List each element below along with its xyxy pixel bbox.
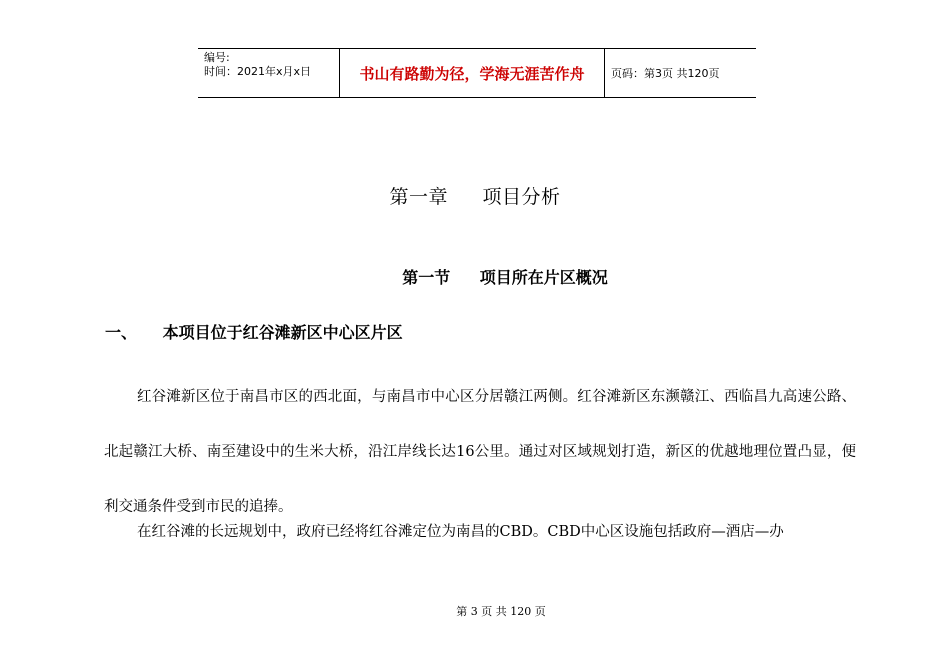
section-heading <box>0 265 950 288</box>
subsection-heading <box>105 320 403 343</box>
subsection-number: 一、 <box>105 323 138 342</box>
chapter-heading <box>0 182 950 209</box>
body-paragraph-1: 红谷滩新区位于南昌市区的西北面，与南昌市中心区分居赣江两侧。红谷滩新区东濒赣江、西临昌九高速公路、北起赣江大桥、南至建设中的生米大桥，沿江岸线长达16公里。通过对区域规划打造，新区的优越地理位置凸显，便利交通条件受到市民的追捧。 <box>104 389 856 515</box>
section-number: 第一节 <box>402 268 451 287</box>
body-paragraph-2: 在红谷滩的长远规划中，政府已经将红谷滩定位为南昌的CBD。CBD中心区设施包括政府—酒店—办 <box>137 524 784 540</box>
header-motto: 书山有路勤为径，学海无涯苦作舟 <box>340 49 605 97</box>
time-label: 时间：2021年x月x日 <box>204 65 312 78</box>
section-title: 项目所在片区概况 <box>479 268 608 287</box>
header-page-info: 页码：第3页 共120页 <box>611 67 720 80</box>
chapter-title: 项目分析 <box>482 186 561 208</box>
subsection-title: 本项目位于红谷滩新区中心区片区 <box>162 323 403 342</box>
chapter-number: 第一章 <box>389 186 448 208</box>
number-label: 编号: <box>204 51 230 64</box>
page-footer: 第 3 页 共 120 页 <box>456 605 546 618</box>
page-header <box>198 48 756 98</box>
header-meta-cell <box>198 49 340 97</box>
